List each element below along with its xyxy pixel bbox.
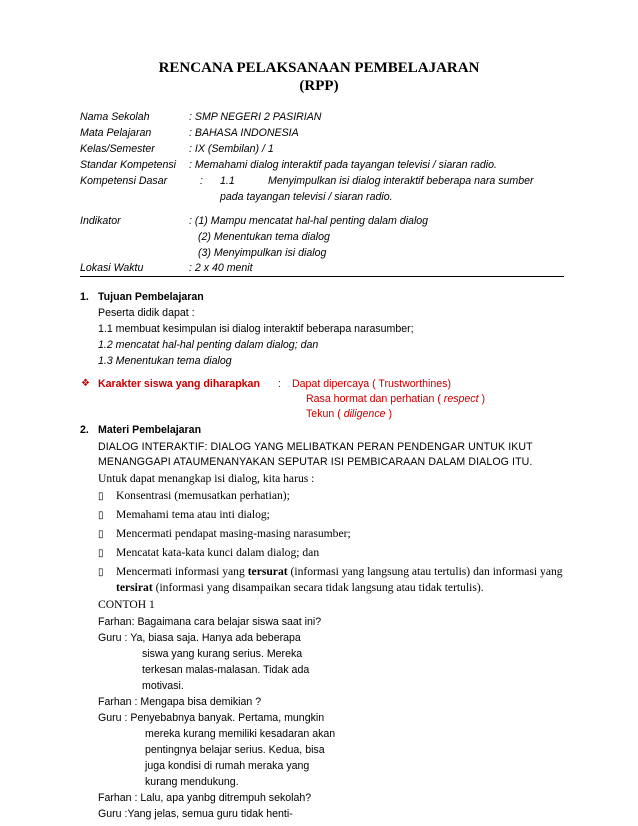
identity-value: : Memahami dialog interaktif pada tayangan televisi / siaran radio. <box>189 159 497 171</box>
karakter-text: Rasa hormat dan perhatian ( <box>306 393 444 405</box>
diamond-bullet-icon: ❖ <box>81 378 90 389</box>
karakter-text: ) <box>385 408 392 420</box>
dialog-line: Farhan: Bagaimana cara belajar siswa saat ini? <box>98 616 322 628</box>
karakter-text: Tekun ( <box>306 408 344 420</box>
identity-label: Kelas/Semester <box>80 143 155 155</box>
document-title: RENCANA PELAKSANAAN PEMBELAJARAN <box>158 60 480 76</box>
karakter-term: respect <box>443 393 479 405</box>
lokasi-label: Lokasi Waktu <box>80 262 144 274</box>
tujuan-intro: Peserta didik dapat : <box>98 307 195 319</box>
section-heading: Materi Pembelajaran <box>98 424 202 436</box>
definition-text: DIALOG INTERAKTIF: DIALOG YANG MELIBATKAN PERAN PENDENGAR UNTUK IKUT <box>98 441 533 453</box>
step-item: Mencatat kata-kata kunci dalam dialog; dan <box>116 546 320 559</box>
missing-glyph-icon: ▯ <box>98 567 104 578</box>
identity-value-cont: pada tayangan televisi / siaran radio. <box>220 191 393 203</box>
tujuan-item: 1.1 membuat kesimpulan isi dialog interaktif beberapa narasumber; <box>98 323 414 335</box>
identity-value: : IX (Sembilan) / 1 <box>189 143 274 155</box>
contoh-heading: CONTOH 1 <box>98 598 155 611</box>
identity-value: : SMP NEGERI 2 PASIRIAN <box>189 111 322 123</box>
step-item: Memahami tema atau inti dialog; <box>116 508 270 521</box>
karakter-value: Dapat dipercaya ( Trustworthines) <box>292 378 451 390</box>
karakter-term: diligence <box>343 408 386 420</box>
dialog-line: motivasi. <box>142 680 184 692</box>
divider-line <box>80 276 564 277</box>
definition-text: MENANGGAPI ATAUMENANYAKAN SEPUTAR ISI PEMBICARAAN DALAM DIALOG ITU. <box>98 456 533 468</box>
tujuan-item: 1.3 Menentukan tema dialog <box>98 355 232 367</box>
tujuan-item: 1.2 mencatat hal-hal penting dalam dialog; dan <box>98 339 319 351</box>
identity-label: Kompetensi Dasar <box>80 175 168 187</box>
step-term: tersirat <box>116 581 153 594</box>
section-heading: Tujuan Pembelajaran <box>98 291 204 303</box>
document-subtitle: (RPP) <box>299 78 339 94</box>
dialog-line: Guru :Yang jelas, semua guru tidak henti- <box>98 808 293 820</box>
indikator-item: (2) Menentukan tema dialog <box>198 231 330 243</box>
identity-colon: : <box>200 175 203 187</box>
step-item: Konsentrasi (memusatkan perhatian); <box>116 489 290 502</box>
indikator-label: Indikator <box>80 215 121 227</box>
section-number: 1. <box>80 291 89 303</box>
dialog-line: terkesan malas-malasan. Tidak ada <box>142 664 310 676</box>
identity-label: Standar Kompetensi <box>80 159 176 171</box>
step-text: Mencermati informasi yang <box>116 565 248 578</box>
step-text: (informasi yang langsung atau tertulis) dan informasi yang <box>287 565 563 578</box>
dialog-line: Farhan : Lalu, apa yanbg ditrempuh sekolah? <box>98 792 312 804</box>
identity-label: Nama Sekolah <box>80 111 150 123</box>
dialog-line: mereka kurang memiliki kesadaran akan <box>145 728 336 740</box>
identity-value: : BAHASA INDONESIA <box>189 127 299 139</box>
dialog-line: pentingnya belajar serius. Kedua, bisa <box>145 744 325 756</box>
karakter-value <box>306 393 485 405</box>
step-term: tersurat <box>247 565 288 578</box>
dialog-line: Guru : Penyebabnya banyak. Pertama, mungkin <box>98 712 325 724</box>
section-number: 2. <box>80 424 89 436</box>
step-text: (informasi yang disampaikan secara tidak langsung atau tidak tertulis). <box>152 581 484 594</box>
karakter-label: Karakter siswa yang diharapkan <box>98 378 260 390</box>
lokasi-value: : 2 x 40 menit <box>189 262 253 274</box>
step-item: Mencermati pendapat masing-masing narasumber; <box>116 527 351 540</box>
indikator-item: (3) Menyimpulkan isi dialog <box>198 247 327 259</box>
step-item-cont <box>116 581 484 594</box>
missing-glyph-icon: ▯ <box>98 548 104 559</box>
dialog-line: Guru : Ya, biasa saja. Hanya ada beberapa <box>98 632 301 644</box>
missing-glyph-icon: ▯ <box>98 510 104 521</box>
dialog-line: siswa yang kurang serius. Mereka <box>142 648 303 660</box>
materi-intro: Untuk dapat menangkap isi dialog, kita harus : <box>98 472 315 485</box>
kd-number: 1.1 <box>220 175 235 187</box>
identity-value: Menyimpulkan isi dialog interaktif beberapa nara sumber <box>268 175 534 187</box>
dialog-line: kurang mendukung. <box>145 776 239 788</box>
identity-label: Mata Pelajaran <box>80 127 152 139</box>
karakter-text: ) <box>478 393 486 405</box>
dialog-line: juga kondisi di rumah meraka yang <box>145 760 310 772</box>
missing-glyph-icon: ▯ <box>98 529 104 540</box>
karakter-sep: : <box>278 378 281 390</box>
karakter-value <box>306 408 392 420</box>
indikator-item: : (1) Mampu mencatat hal-hal penting dalam dialog <box>189 215 429 227</box>
missing-glyph-icon: ▯ <box>98 491 104 502</box>
dialog-line: Farhan : Mengapa bisa demikian ? <box>98 696 262 708</box>
step-item <box>116 565 563 578</box>
